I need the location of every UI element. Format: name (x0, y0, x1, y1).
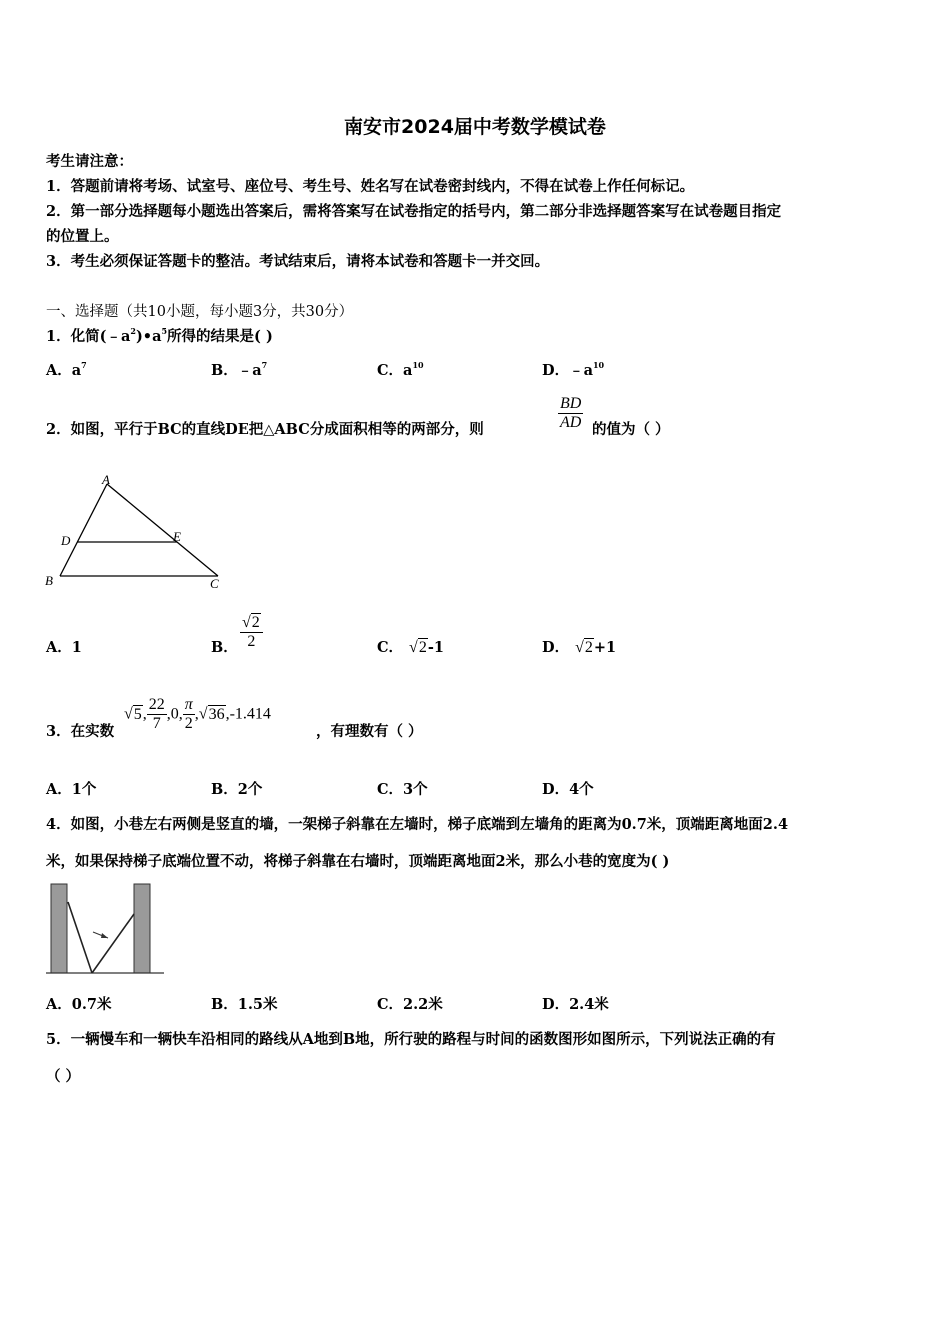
side-ab (60, 484, 107, 576)
q2-option-d[interactable] (542, 638, 616, 658)
ladder-right-position (92, 914, 134, 973)
q2-d-label: D． (542, 639, 570, 656)
q1-b-sup: 7 (261, 360, 268, 370)
q2-d-sqrt: √2 (575, 639, 593, 656)
q2-frac-den: AD (560, 414, 582, 431)
q2-option-b-label[interactable]: B． (211, 639, 238, 656)
q3-tail: ,-1.414 (225, 705, 271, 723)
q2-option-a[interactable]: A．1 (46, 639, 82, 656)
label-e: E (173, 529, 181, 544)
page-title: 南安市2024届中考数学模试卷 (344, 116, 606, 138)
q2-d-radicand: 2 (584, 639, 593, 656)
q3-sep1: , (142, 705, 147, 723)
q1-c-sup: 10 (412, 360, 424, 370)
q3-number-list: √5, $\frac{22}{7}$ ,0, $\frac{\pi}{2}$ ,√36,-1.414 (124, 696, 271, 732)
q3-option-a[interactable]: A．1个 (46, 781, 97, 798)
side-ac (107, 484, 218, 576)
q1-option-a[interactable] (46, 361, 87, 381)
q2-d-tail: +1 (593, 639, 617, 656)
q1-d-sup: 10 (592, 360, 605, 370)
q4-option-d[interactable]: D．2.4米 (542, 996, 609, 1013)
q1-c-label: C．a (377, 362, 413, 379)
q2-option-b-fraction[interactable] (240, 614, 263, 651)
q2-b-den: 2 (247, 633, 256, 650)
q1-b-label: B．﹣a (211, 362, 262, 379)
notice-heading: 考生请注意： (46, 153, 133, 170)
q3-stem-end: ，有理数有（ ） (316, 723, 423, 740)
q1-option-d[interactable] (542, 361, 604, 381)
q1-stem-b: )•a (135, 328, 162, 345)
question-3-stem: 3．在实数 (46, 723, 115, 740)
q1-sup1: 2 (130, 326, 136, 336)
alley-ladder-figure (44, 880, 168, 980)
notice-item-1: 1．答题前请将考场、试室号、座位号、考生号、姓名写在试卷密封线内，不得在试卷上作任何标记。 (46, 178, 695, 195)
question-4-line-2: 米，如果保持梯子底端位置不动，将梯子斜靠在右墙时，顶端距离地面2米，那么小巷的宽度为( ) (46, 853, 670, 870)
triangle-figure (40, 470, 230, 595)
q4-option-a[interactable]: A．0.7米 (46, 996, 112, 1013)
section-heading: 一、选择题（共10小题，每小题3分，共30分） (46, 304, 354, 320)
q3-frac2-num: π (184, 696, 193, 713)
q1-d-label: D．﹣a (542, 362, 593, 379)
label-b: B (45, 573, 53, 588)
q3-sqrt36: 36 (208, 705, 225, 723)
q3-frac2-den: 2 (184, 715, 193, 732)
q2-c-tail: -1 (427, 639, 444, 656)
q1-stem-c: 所得的结果是( ) (167, 328, 273, 345)
right-wall (134, 884, 150, 973)
notice-item-2-cont: 的位置上。 (46, 228, 119, 245)
q3-sqrt5: 5 (133, 705, 142, 723)
q2-stem-end: 的值为（ ） (592, 421, 670, 438)
q2-c-sqrt: √2 (409, 639, 427, 656)
q3-frac1-den: 7 (152, 715, 161, 732)
left-wall (51, 884, 67, 973)
notice-item-2: 2．第一部分选择题每小题选出答案后，需将答案写在试卷指定的括号内，第二部分非选择题答案写在试卷题目指定 (46, 203, 782, 220)
label-c: C (210, 576, 219, 591)
q2-c-radicand: 2 (418, 639, 427, 656)
q3-option-c[interactable]: C．3个 (377, 781, 428, 798)
q1-option-b[interactable] (211, 361, 267, 381)
question-2-stem: 2．如图，平行于BC的直线DE把△ABC分成面积相等的两部分，则 (46, 421, 484, 438)
q2-frac-num: BD (560, 395, 582, 412)
q1-stem-a: 1．化简(﹣a (46, 328, 131, 345)
ladder-left-position (68, 902, 92, 973)
q2-b-radicand: 2 (251, 614, 260, 631)
question-5-line-2: （ ） (46, 1068, 81, 1085)
q1-a-label: A．a (46, 362, 82, 379)
q2-fraction (558, 395, 583, 432)
q1-option-c[interactable] (377, 361, 424, 381)
q2-c-label: C． (377, 639, 404, 656)
label-a: A (102, 472, 110, 487)
q1-sup2: 5 (161, 326, 168, 336)
q3-sep2: , (194, 705, 199, 723)
q4-option-b[interactable]: B．1.5米 (211, 996, 278, 1013)
label-d: D (61, 533, 71, 548)
notice-item-3: 3．考生必须保证答题卡的整洁。考试结束后，请将本试卷和答题卡一并交回。 (46, 253, 550, 270)
q2-b-sqrt-sign: √ (242, 614, 251, 631)
q3-option-b[interactable]: B．2个 (211, 781, 263, 798)
q3-option-d[interactable]: D．4个 (542, 781, 594, 798)
question-4-line-1: 4．如图，小巷左右两侧是竖直的墙，一架梯子斜靠在左墙时，梯子底端到左墙角的距离为0.7米，顶端距离地面2.4 (46, 816, 789, 833)
q2-option-c[interactable] (377, 638, 444, 658)
move-arrow-head (101, 933, 108, 938)
q3-mid: ,0, (166, 705, 183, 723)
q4-option-c[interactable]: C．2.2米 (377, 996, 443, 1013)
question-5-line-1: 5．一辆慢车和一辆快车沿相同的路线从A地到B地，所行驶的路程与时间的函数图形如图所示，下列说法正确的有 (46, 1031, 776, 1048)
question-1-stem (46, 327, 273, 347)
q1-a-sup: 7 (81, 360, 87, 370)
q3-frac1-num: 22 (148, 696, 165, 713)
